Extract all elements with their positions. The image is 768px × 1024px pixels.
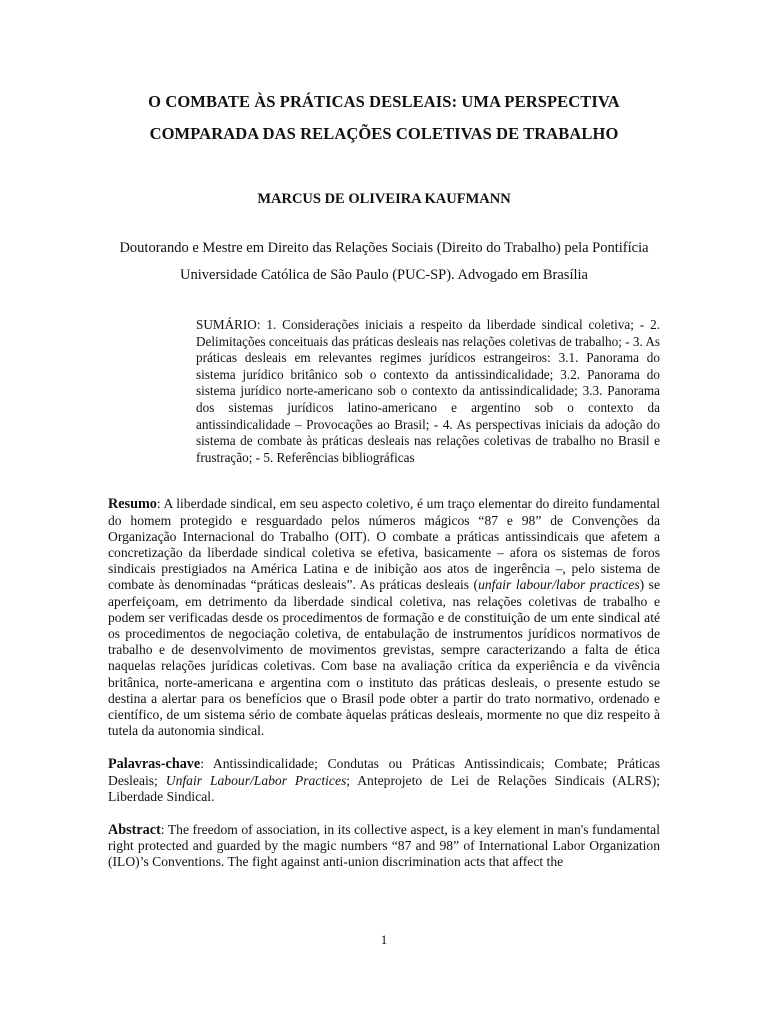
- affiliation-line-2: Universidade Católica de São Paulo (PUC-SP). Advogado em Brasília: [180, 267, 588, 283]
- table-of-contents-summary: SUMÁRIO: 1. Considerações iniciais a respeito da liberdade sindical coletiva; - 2. Delimitações conceituais das práticas desleais nas relações coletivas de trabalho; - 3. As práticas desleais em relevantes regimes jurídicos estrangeiros: 3.1. Panorama do sistema jurídico britânico sob o contexto da antissindicalidade; 3.2. Panorama do sistema jurídico norte-americano sob o contexto da antissindicalidade; 3.3. Panorama dos sistemas jurídicos latino-americano e argentino sob o contexto da antissindicalidade – Provocações ao Brasil; - 4. As perspectivas iniciais da adoção do sistema de combate às práticas desleais nas relações coletivas de trabalho no Brasil e frustração; - 5. Referências bibliográficas: [196, 317, 660, 465]
- paper-title: [108, 0, 660, 150]
- abstract-text: : The freedom of association, in its collective aspect, is a key element in man's fundamental right protected and guarded by the magic numbers “87 and 98” of International Labor Organization (ILO)’s Conventions. The fight against anti-union discrimination acts that affect the: [108, 822, 660, 870]
- keywords-label: Palavras-chave: [108, 756, 201, 773]
- page-number: 1: [380, 932, 388, 947]
- keywords-text-b: ; Anteprojeto de Lei de Relações Sindicais (ALRS); Liberdade Sindical.: [108, 772, 660, 804]
- resumo-italic-term: unfair labour/labor practices: [478, 577, 640, 593]
- resumo-label: Resumo: [108, 496, 157, 513]
- abstract-paragraph: [108, 822, 660, 871]
- resumo-text-b: ) se aperfeiçoam, em detrimento da liberdade sindical coletiva, nas relações coletivas de trabalho e podem ser verificadas desde os procedimentos de formação e de constituição de um ente sindical até os procedimentos de negociação coletiva, de entabulação de instrumentos jurídicos normativos de trabalho e de desenvolvimento de movimentos grevistas, sempre caracterizando a falta de ética naquelas relações jurídicas coletivas. Com base na avaliação crítica da experiência e da vivência britânica, norte-americana e argentina com o instituto das práticas desleais, o presente estudo se destina a alertar para os benefícios que o Brasil pode obter a partir do trato normativo, ordenado e científico, de um sistema sério de combate àquelas práticas desleais, mormente no que diz respeito à tutela da autonomia sindical.: [108, 577, 660, 739]
- resumo-text-a: : A liberdade sindical, em seu aspecto coletivo, é um traço elementar do direito fundamental do homem protegido e resguardado pelos números mágicos “87 e 98” de Convenções da Organização Internacional do Trabalho (OIT). O combate a práticas antissindicais que afetem a concretização da liberdade sindical coletiva se efetiva, basicamente – afora os sistemas de foros sindicais prestigiados na América Latina e de inibição aos atos de ingerência –, pelo sistema de combate às denominadas “práticas desleais”. As práticas desleais (: [108, 496, 660, 593]
- keywords-paragraph: [108, 756, 660, 805]
- affiliation-line-1: Doutorando e Mestre em Direito das Relações Sociais (Direito do Trabalho) pela Pontifícia: [119, 240, 649, 256]
- author-affiliation: [108, 235, 660, 289]
- abstract-label: Abstract: [108, 822, 161, 838]
- title-line-1: O COMBATE ÀS PRÁTICAS DESLEAIS: UMA PERSPECTIVA: [148, 92, 620, 111]
- resumo-paragraph: [108, 496, 660, 739]
- title-line-2: COMPARADA DAS RELAÇÕES COLETIVAS DE TRABALHO: [149, 124, 619, 143]
- keywords-italic-term: Unfair Labour/Labor Practices: [165, 772, 347, 788]
- author-name: MARCUS DE OLIVEIRA KAUFMANN: [257, 191, 511, 207]
- keywords-text-a: : Antissindicalidade; Condutas ou Práticas Antissindicais; Combate; Práticas Desleais;: [108, 756, 660, 788]
